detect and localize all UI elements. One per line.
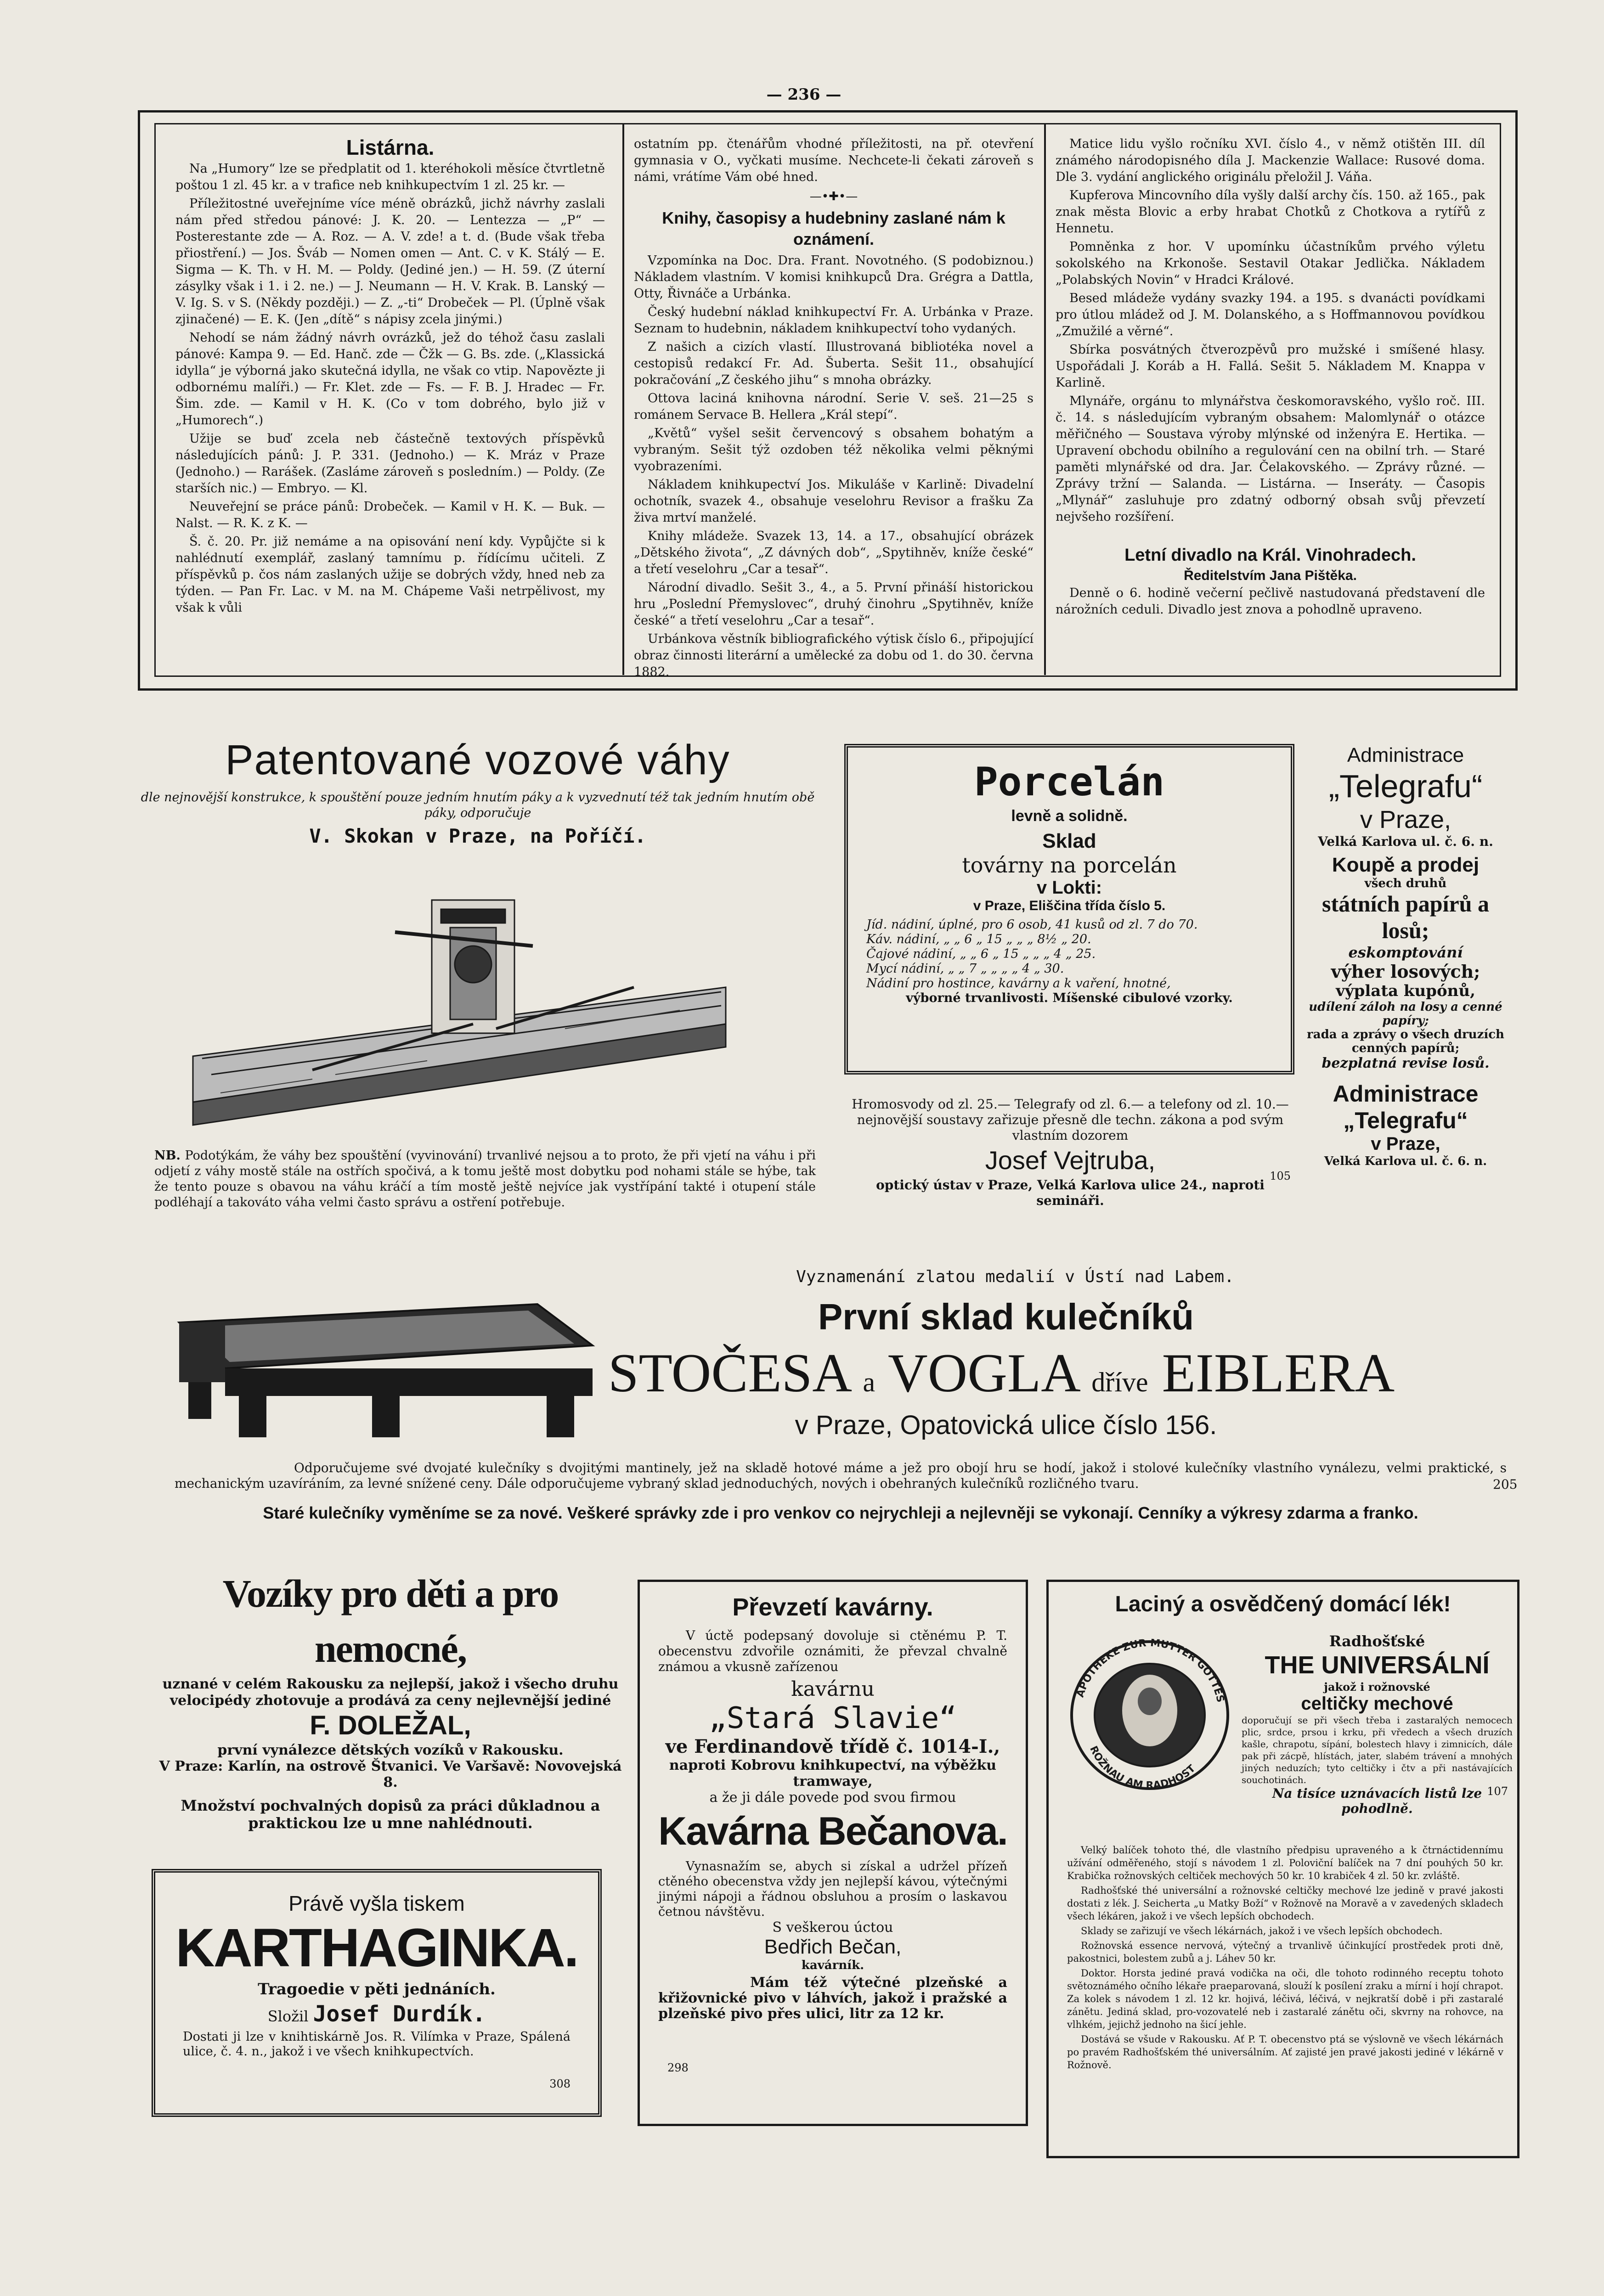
ad-karthaginka: [152, 1869, 602, 2117]
telegraf-address: Velká Karlova ul. č. 6. n.: [1318, 834, 1493, 849]
porcelain-row-3: Čajové nádiní, „ „ 6 „ 15 „ „ „ 4 „ 25.: [866, 947, 1096, 961]
porcelain-quality: výborné trvanlivosti. Míšenské cibulové vzorky.: [906, 991, 1233, 1005]
porcelain-city: v Lokti:: [1036, 878, 1102, 898]
prams-name: F. DOLEŽAL,: [310, 1711, 471, 1740]
cafe-owner-title: kavárník.: [801, 1958, 864, 1972]
telegraf-revise: bezplatná revise losů.: [1322, 1055, 1490, 1071]
column-matice: [1056, 136, 1485, 620]
ad-billiards: [147, 1267, 1516, 1552]
column-listarna: [175, 134, 605, 618]
porcelain-factory: továrny na porcelán: [962, 853, 1177, 878]
ad-telegraf: [1305, 744, 1507, 1168]
cafe-text2: Vynasnažím se, abych si získal a udržel přízeň ctěného obecenstva vždy jen nejlepší kávou, výtečnými jinými nápoji a řádnou obsluhou a prosím o laskavou četnou návštěvu.: [658, 1859, 1007, 1919]
ad-porcelain: [844, 744, 1294, 1075]
remedy-town: Radhošťské: [1329, 1632, 1425, 1650]
theater-title: Letní divadlo na Král. Vinohradech.: [1124, 546, 1416, 565]
billiard-name-b: a: [863, 1367, 875, 1397]
cafe-title2: Kavárna Bečanova.: [658, 1809, 1007, 1853]
billiard-award: Vyznamenání zlatou medalií v Ústí nad Labem.: [796, 1267, 1234, 1286]
vejtruba-institute: optický ústav v Praze, Velká Karlova ulice 24., naproti semináři.: [876, 1177, 1265, 1208]
scales-illustration: [175, 872, 744, 1130]
karthaginka-sub: Tragoedie v pěti jednáních.: [258, 1980, 496, 1998]
porcelain-row-4: Mycí nádiní, „ „ 7 „ „ „ „ 4 „ 30.: [866, 962, 1064, 976]
ad-vejtruba: [850, 1097, 1291, 1209]
billiard-name-d: dříve: [1091, 1367, 1148, 1397]
cafe-kavarnu: kavárnu: [791, 1677, 875, 1701]
scales-title: Patentované vozové váhy: [225, 737, 730, 783]
karthaginka-text: Dostati ji lze v knihtiskárně Jos. R. Vilímka v Praze, Spálená ulice, č. 4. n., jakož i ve všech knihkupectvích.: [183, 2030, 570, 2059]
remedy-text6: Doktor. Horsta jediné pravá vodička na oči, dle tohoto rodinného receptu tohoto světoznámého očního lékaře praeparovaná, slouží k posílení zraku a mírní i hojí chrapot. Za kolek s návodem 1 zl. 12 kr. hojivá, léčivá, léčivá, v nejkratší době i při zastaralé zánětu. Jediná sklad, pro-vozovatelé neb i zastaralé zánětu oči, skvrny na rohovce, na vlhkém, jejichž jednoho na šicí jehle.: [1067, 1968, 1503, 2030]
listarna-p5: Neuveřejní se práce pánů: Drobeček. — Kamil v H. K. — Buk. — Nalst. — R. K. z K. —: [175, 500, 605, 530]
vejtruba-num: 105: [1270, 1170, 1291, 1182]
matice-6: Mlynáře, orgánu to mlynářstva českomoravského, vyšlo roč. III. č. 14. s následujícím vybraným obsahem: Malomlynář o otázce měřičného — Soustava výroby mlýnské od inženýra E. Hertika. — Upravení obchodu obilního a regulování cen na obilní trh. — Staré paměti mlynářské od dra. Jar. Čelakovského. — Zprávy různé. — Zprávy tržní — Salanda. — Listárna. — Inseráty. — Časopis „Mlynář“ zasluhuje pro zdatný odborný obsah svůj převzetí nejvšeho rozšíření.: [1056, 394, 1485, 524]
karthaginka-author: Josef Durdík.: [313, 2001, 486, 2027]
matice-4: Besed mládeže vydány svazky 194. a 195. s dvanácti povídkami pro útlou mládež od J. M. Dolanského, a s Hoffmannovou povídkou „Zmužilé a věrné“.: [1056, 291, 1485, 338]
billiard-num: 205: [1493, 1477, 1518, 1492]
remedy-name: THE UNIVERSÁLNÍ: [1265, 1651, 1490, 1679]
billiard-firm: [588, 1341, 1415, 1414]
karthaginka-author-pre: Složil: [267, 2008, 309, 2025]
porcelain-sub: levně a solidně.: [1011, 807, 1128, 825]
billiard-text: Odporučujeme své dvojaté kulečníky s dvojitými mantinely, jež na skladě hotové máme a jež pro obojí hru se hodí, jakož i stolové kulečníky vlastního vynálezu, velmi praktické, s mechanickým uzavíráním, za levné snížené ceny. Dále odporučujeme vybraný sklad jednoduchých, nových i obehraných kulečníků rozličného tvaru.: [175, 1460, 1507, 1491]
cafe-opposite: naproti Kobrovu knihkupectví, na výběžku tramwaye,: [669, 1757, 997, 1790]
matice-5: Sbírka posvátných čtverozpěvů pro mužské i smíšené hlasy. Uspořádali J. Koráb a H. Fallá. Sešit 5. Nákladem M. Knappa v Karlině.: [1056, 343, 1485, 390]
ad-cafe: [638, 1580, 1028, 2126]
billiard-title: První sklad kulečníků: [818, 1296, 1194, 1337]
remedy-text7: Dostává se všude v Rakousku. Ať P. T. obecenstvo ptá se výslovně ve všech lékárnách po pravém Radhošťském thé universálním. Ať zajisté jen pravé jakosti jediné v lékárně v Rožnově.: [1067, 2034, 1503, 2071]
theater-text: Denně o 6. hodině večerní pečlivě nastudovaná představení dle nárožních ceduli. Divadlo jest znova a pohodlně upraveno.: [1056, 586, 1485, 617]
remedy-text2: Velký balíček tohoto thé, dle vlastního předpisu upraveného a k čtrnáctidennímu užívání odměřeného, stojí s návodem 1 zl. Poloviční balíček na 7 dní pouhých 50 kr. Krabička rožnovských celtiček mechových 50 kr. 10 krabiček 4 zl. 50 kr. zvláště.: [1067, 1845, 1503, 1881]
seal-bottom-text: ROŽNAU AM RADHOST: [1087, 1744, 1198, 1792]
cafe-name: „Stará Slavie“: [709, 1701, 957, 1735]
porcelain-title: Porcelán: [974, 759, 1165, 805]
books-title: Knihy, časopisy a hudebniny zaslané nám k oznámení.: [662, 208, 1005, 248]
scales-line1: dle nejnovější konstrukce, k spouštění pouze jedním hnutím páky a k vyzvednutí též tak jedním hnutím obě páky, odporučuje: [141, 790, 815, 820]
matice-1: Matice lidu vyšlo ročníku XVI. číslo 4., v němž otištěn III. díl známého národopisného díla J. Mackenzie Wallace: Rusové doma. Dle 3. vydání anglického originálu přeložil J. Váňa.: [1056, 137, 1485, 184]
listarna-p4: Užije se buď zcela neb částečně textových příspěvků následujících pánů: J. P. 331. (Jednoho.) — K. Mráz v Praze (Jednoho.) — Rarášek. (Zasláme zároveň s posledním.) — Poldy. (Ze starších nic.) — Embryo. — Kl.: [175, 432, 605, 495]
karthaginka-title: KARTHAGINKA.: [175, 1918, 578, 1978]
vejtruba-text: Hromosvody od zl. 25.— Telegrafy od zl. 6.— a telefony od zl. 10.— nejnovější soustavy zařizuje přesně dle techn. zákona a pod svým vlastním dozorem: [852, 1097, 1289, 1143]
telegraf-admin2: Administrace „Telegrafu“: [1333, 1081, 1479, 1133]
column-rule-1: [622, 124, 624, 675]
column-books: [634, 136, 1034, 682]
telegraf-name: „Telegrafu“: [1328, 768, 1483, 804]
billiard-name-e: EIBLERA: [1162, 1342, 1395, 1403]
telegraf-papers: státních papírů a losů;: [1322, 891, 1489, 943]
cafe-regards: S veškerou úctou: [772, 1919, 893, 1936]
billiard-table-illustration: [152, 1295, 611, 1446]
karthaginka-num: 308: [549, 2077, 570, 2090]
listarna-p2: Příležitostné uveřejníme více méně obrázků, jichž návrhy zaslali nám před středou pánové: J. K. 20. — Lentezza — „P“ — Posterestante zde — A. Roz. — A. V. zde! a t. d. (Bude však třeba přiostření.) — Jos. Šváb — Nomen omen — Ant. C. v K. Stálý — E. Sigma — K. Th. v H. M. — Poldy. (Jediné jen.) — H. 59. (Z úterní zásylky však i 1. i 2. ne.) — J. Neumann — H. V. Krak. B. Lanský — V. Ig. S. v S. (Někdy později.) — Z. „-ti“ Drobeček — Pl. (Úplně však zjinačené) — E. K. (Jen „dítě“ s nápisy zcela jinými.): [175, 197, 605, 326]
porcelain-address: v Praze, Eliščina třída číslo 5.: [973, 898, 1166, 913]
books-continuation: ostatním pp. čtenářům vhodné příležitosti, na př. otevření gymnasia v O., vyčkati musíme. Nechcete-li čekati zároveň s námi, vrátíme Vám obé hned.: [634, 137, 1034, 184]
prams-places: V Praze: Karlín, na ostrově Štvanici. Ve Varšavě: Novovejská 8.: [159, 1758, 622, 1790]
porcelain-prices: [848, 917, 1291, 1006]
telegraf-address2: Velká Karlova ul. č. 6. n.: [1324, 1154, 1487, 1168]
billiard-name-c: VOGLA: [887, 1342, 1078, 1403]
ornament: —•✚•—: [809, 190, 858, 203]
matice-3: Pomněnka z hor. V upomínku účastníkům prvého výletu sokolského na Krkonoše. Sestavil Otakar Jedlička. Nákladem „Polabských Novin“ v Hradci Králové.: [1056, 240, 1485, 287]
remedy-text5: Rožnovská essence nervová, výtečný a trvanlivě účinkující prostředek proti dně, pakostnici, bolestem zubů a j. Láhev 50 kr.: [1067, 1940, 1503, 1964]
telegraf-discount: eskomptování: [1348, 944, 1463, 961]
listarna-title: Listárna.: [346, 135, 435, 159]
telegraf-buy: Koupě a prodej: [1332, 854, 1480, 876]
telegraf-admin: Administrace: [1347, 744, 1464, 766]
book-4: Ottova laciná knihovna národní. Serie V. seš. 21—25 s románem Servace B. Hellera „Král stepí“.: [634, 391, 1034, 422]
remedy-text1: doporučují se při všech třeba i zastaralých nemocech plic, srdce, prsou i krku, při vředech a všech druzích kašle, chrapotu, sípání, bolestech hlavy i zimnicích, dále pak při zácpě, hlístách, jater, slabém trávení a mnohých jiných neduzích; tyto celtičky i čtv a při nastávajících souchotinách.: [1242, 1715, 1513, 1785]
cafe-address: ve Ferdinandově třídě č. 1014-I.,: [665, 1736, 1000, 1757]
remedy-header: [1242, 1632, 1513, 1816]
remedy-sub: jakož i rožnovské: [1324, 1680, 1430, 1694]
column-rule-2: [1044, 124, 1046, 675]
listarna-p1: Na „Humory“ lze se předplatit od 1. kteréhokoli měsíce čtvrtletně poštou 1 zl. 45 kr. a v trafice neb knihkupectvím 1 zl. 25 kr. —: [175, 162, 605, 192]
porcelain-sklad: Sklad: [1042, 830, 1096, 852]
porcelain-note: Nádiní pro hostince, kavárny a k vaření, hnotné,: [866, 976, 1171, 990]
cafe-title: Převzetí kavárny.: [732, 1593, 933, 1621]
vejtruba-name: Josef Vejtruba,: [985, 1146, 1156, 1175]
ad-remedy: [1046, 1580, 1519, 2158]
book-3: Z našich a cizích vlastí. Illustrovaná bibliotéka novel a cestopisů redakcí Fr. Ad. Šuberta. Sešit 11., obsahující pokračování „Z českého jihu“ s mnoha obrázky.: [634, 340, 1034, 387]
scales-nb-label: NB.: [154, 1148, 181, 1163]
ad-scales: [133, 735, 822, 1249]
scales-nb-text: Podotýkám, že váhy bez spouštění (vyvinování) trvanlivé nejsou a to proto, že při vjetí na váhu i při odjetí z váhy mostě stále na ostřích spočivá, a k tomu ještě most dobytku pod nohami stále se hýbe, tak že tento pouze s obavou na váhu kráčí a tím mostě ještě nejvíce jak vystřípání takté i otupení stále podléhají a takováto váha velmi často správu a ostření potřebuje.: [154, 1148, 816, 1210]
billiard-address: v Praze, Opatovická ulice číslo 156.: [795, 1410, 1217, 1440]
telegraf-win: výher losových;: [1331, 961, 1480, 982]
telegraf-city: v Praze,: [1360, 806, 1452, 833]
remedy-text3: Radhošťské thé universální a rožnovské celtičky mechové lze jedině v pravé jakosti dostati z lék. J. Seicherta „u Matky Boží“ v Rožnově na Moravě a v zavedených skladech všech lékáren, jakož i ve všech lepších obchodech.: [1067, 1885, 1503, 1922]
book-2: Český hudební náklad knihkupectví Fr. A. Urbánka v Praze. Seznam to hudebnin, nákladem knihkupectví toho vydaných.: [634, 305, 1034, 336]
theater-sub: Ředitelstvím Jana Pištěka.: [1184, 568, 1357, 583]
prams-text2: první vynálezce dětských vozíků v Rakousku.: [217, 1742, 564, 1758]
karthaginka-author-line: [155, 2001, 598, 2027]
karthaginka-line1: Právě vyšla tiskem: [288, 1891, 465, 1915]
prams-text1: uznané v celém Rakousku za nejlepší, jakož i všecho druhu velocipédy zhotovuje a prodává za ceny nejlevnější jediné: [162, 1676, 619, 1709]
seal-top-text: APOTHEKE ZUR MUTTER GOTTES: [1074, 1637, 1226, 1704]
remedy-title: Laciný a osvědčený domácí lék!: [1115, 1592, 1451, 1616]
cafe-text1: V úctě podepsaný dovoluje si ctěnému P. T. obecenstvu zdvořile oznámiti, že převzal chvalně známou a vkusně zařízenou: [658, 1628, 1007, 1674]
remedy-body: [1067, 1844, 1503, 2073]
book-7: Knihy mládeže. Svazek 13, 14. a 17., obsahující obrázek „Dětského života“, „Z dávných dob“, „Spytihněv, kníže české“ a třetí veselohru „Car a tesař“.: [634, 529, 1034, 576]
scales-maker: V. Skokan v Praze, na Poříčí.: [309, 825, 646, 847]
cafe-text3: Mám též výtečné plzeňské a křižovnické pivo v láhvích, jakož i pražské a plzeňské pivo přes ulici, litr za 12 kr.: [658, 1975, 1007, 2022]
book-6: Nákladem knihkupectví Jos. Mikuláše v Karlině: Divadelní ochotník, svazek 4., obsahuje veselohru Revisor a frašku Za živa mrtví manželé.: [634, 478, 1034, 525]
billiard-name-a: STOČESA: [608, 1342, 849, 1403]
page-number: — 236 —: [766, 85, 842, 104]
book-5: „Květů“ vyšel sešit červencový s obsahem bohatým a vybraným. Sešit týž ozdoben též několika velmi pěknými vyobrazeními.: [634, 426, 1034, 473]
book-1: Vzpomínka na Doc. Dra. Frant. Novotného. (S podobiznou.) Nákladem vlastním. V komisi knihkupců Dra. Grégra a Dattla, Otty, Řivnáče a Urbánka.: [634, 253, 1034, 301]
cafe-firm: a že ji dále povede pod svou firmou: [709, 1790, 956, 1806]
telegraf-coupons: výplata kupónů,: [1336, 982, 1475, 1000]
book-8: Národní divadlo. Sešit 3., 4., a 5. První přináší historickou hru „Poslední Přemyslovec“, druhý činohru „Spytihněv, kníže české“ a třetí veselohru „Car a tesař“.: [634, 580, 1034, 628]
porcelain-row-2: Káv. nádiní, „ „ 6 „ 15 „ „ „ 8½ „ 20.: [866, 932, 1091, 946]
telegraf-city2: v Praze,: [1371, 1134, 1440, 1154]
cafe-owner: Bedřich Bečan,: [764, 1936, 902, 1958]
cafe-num: 298: [667, 2061, 689, 2074]
remedy-seal: [1062, 1632, 1237, 1798]
porcelain-row-1: Jíd. nádiní, úplné, pro 6 osob, 41 kusů od zl. 7 do 70.: [866, 917, 1198, 932]
remedy-num: 107: [1487, 1785, 1508, 1798]
prams-title: Vozíky pro děti a pro nemocné,: [222, 1571, 559, 1671]
telegraf-advice: rada a zprávy o všech druzích cenných papírů;: [1307, 1028, 1504, 1055]
remedy-italic: Na tisíce uznávacích listů lze pohodlně.: [1272, 1786, 1482, 1816]
telegraf-all: všech druhů: [1364, 877, 1447, 890]
listarna-p6: Š. č. 20. Pr. již nemáme a na opisování není kdy. Vypůjčte si k nahlédnutí exemplář, zaslaný tamnímu p. řídícímu učiteli. Z příspěvků p. čos nám zaslaných užije se dobrých vždy, hned neb za týden. — Pan Fr. Lac. v M. na M. Chápeme Vaši netrpělivost, my však k vůli: [175, 535, 605, 615]
book-9: Urbánkova věstník bibliografického výtisk číslo 6., připojující obraz činnosti literární a umělecké za dobu od 1. do 30. června 1882.: [634, 632, 1034, 679]
remedy-text4: Sklady se zařizují ve všech lékárnách, jakož i ve všech lepších obchodech.: [1081, 1925, 1443, 1936]
remedy-sub2: celtičky mechové: [1301, 1694, 1453, 1714]
billiard-last: Staré kulečníky vyměníme se za nové. Veškeré správky zde i pro venkov co nejrychleji a nejlevněji se vykonají. Cenníky a výkresy zdarma a franko.: [263, 1503, 1418, 1522]
scales-nb: [154, 1148, 816, 1210]
listarna-p3: Nehodí se nám žádný návrh ovrázků, jež do téhož času zaslali pánové: Kampa 9. — Ed. Hanč. zde — Čžk — G. Bs. zde. („Klassická idylla“ je výborná jako skutečná idylla, ne však co vtip. Napovězte ji odbornému malíři.) — Fr. Klet. zde — Fs. — F. B. J. Hradec — Fr. Šim. zde. — Kamil v H. K. (Co v tom dobrého, bylo již v „Humorech“.): [175, 331, 605, 428]
telegraf-udil: udílení záloh na losy a cenné papíry;: [1309, 1000, 1502, 1028]
matice-2: Kupferova Mincovního díla vyšly další archy čís. 150. až 165., pak znak města Blovic a erby hrabat Chotků z Chotkova a rytířů z Hennetu.: [1056, 188, 1485, 236]
prams-text3: Množství pochvalných dopisů za práci důkladnou a praktickou lze u mne nahlédnouti.: [181, 1797, 600, 1832]
